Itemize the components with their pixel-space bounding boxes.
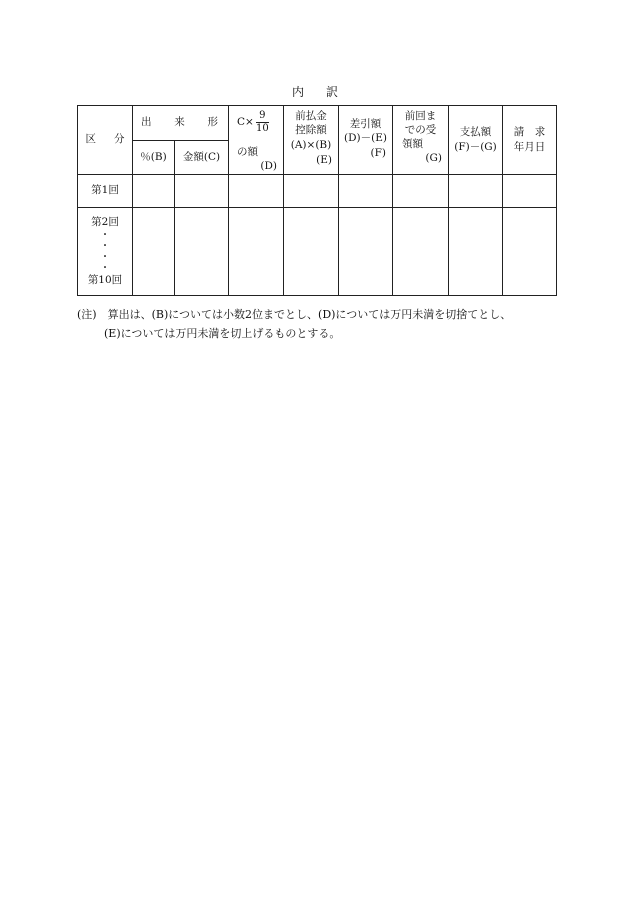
header-col-d-numerator: 9 xyxy=(259,110,266,121)
table-cell xyxy=(339,175,393,208)
header-col-d xyxy=(229,106,284,175)
header-dekidaka-char-1: 出 xyxy=(141,116,152,129)
header-col-g-line1: 前回ま xyxy=(404,110,437,122)
title-char-uchi: 内 xyxy=(291,85,304,99)
row-dot: ・ xyxy=(99,228,111,241)
footnote xyxy=(77,305,557,343)
header-col-i-line1: 請 求 xyxy=(513,126,546,138)
table-cell xyxy=(229,175,284,208)
table-cell xyxy=(449,208,503,296)
table-cell xyxy=(393,175,449,208)
header-kubun-left: 区 xyxy=(85,133,96,146)
table-cell xyxy=(503,208,557,296)
header-percent: ％(B) xyxy=(133,140,175,175)
header-col-e xyxy=(284,106,339,175)
header-col-d-prefix: C× xyxy=(237,115,254,128)
header-dekidaka-char-2: 来 xyxy=(174,116,185,129)
header-col-g-label: (G) xyxy=(425,152,442,164)
header-kubun xyxy=(78,106,133,175)
header-col-e-label: (E) xyxy=(316,154,332,166)
table-cell xyxy=(449,175,503,208)
header-kingaku: 金額(C) xyxy=(175,140,229,175)
header-col-h-line1: 支払額 xyxy=(459,126,492,138)
table-cell xyxy=(175,175,229,208)
table-row xyxy=(78,175,557,208)
footnote-line-1: (注) 算出は、(B)については小数2位までとし、(D)については万円未満を切捨てとし、 xyxy=(77,308,512,321)
table-cell xyxy=(133,208,175,296)
breakdown-table xyxy=(77,105,557,296)
header-col-f xyxy=(339,106,393,175)
header-col-f-line1: 差引額 xyxy=(349,118,382,130)
header-col-i-line2: 年月日 xyxy=(513,141,546,153)
table-cell xyxy=(175,208,229,296)
header-col-f-label: (F) xyxy=(370,147,386,159)
header-dekidaka xyxy=(133,106,229,141)
header-col-h-line2: (F)－(G) xyxy=(454,141,497,153)
header-col-e-line3: (A)×(B) xyxy=(290,139,332,151)
header-col-d-line2: の額 xyxy=(237,146,258,158)
header-col-g-line3: 領額 xyxy=(402,138,423,150)
table-cell xyxy=(284,175,339,208)
row-dot: ・ xyxy=(99,261,111,274)
row-dot: ・ xyxy=(99,239,111,252)
table-cell xyxy=(503,175,557,208)
header-col-e-line2: 控除額 xyxy=(295,124,327,136)
row-label-last: 第10回 xyxy=(87,273,123,286)
row-label-second: 第2回 xyxy=(91,216,119,229)
table-row xyxy=(78,208,557,296)
footnote-line-2: (E)については万円未満を切上げるものとする。 xyxy=(104,327,341,340)
table-cell xyxy=(284,208,339,296)
title-char-wake: 訳 xyxy=(326,85,339,99)
header-col-h xyxy=(449,106,503,175)
row-label-first: 第1回 xyxy=(78,175,133,208)
header-col-d-denominator: 10 xyxy=(255,123,269,134)
header-col-g-line2: での受 xyxy=(404,124,437,136)
header-col-f-line2: (D)－(E) xyxy=(344,132,387,144)
table-title xyxy=(0,83,630,100)
header-kubun-right: 分 xyxy=(114,133,125,146)
table-cell xyxy=(339,208,393,296)
header-col-i xyxy=(503,106,557,175)
table-cell xyxy=(229,208,284,296)
header-col-d-label: (D) xyxy=(260,160,277,172)
row-dot: ・ xyxy=(99,250,111,263)
row-label-range xyxy=(78,208,133,296)
header-col-e-line1: 前払金 xyxy=(295,110,327,122)
table-cell xyxy=(393,208,449,296)
table-cell xyxy=(133,175,175,208)
header-col-g xyxy=(393,106,449,175)
header-dekidaka-char-3: 形 xyxy=(207,116,218,129)
